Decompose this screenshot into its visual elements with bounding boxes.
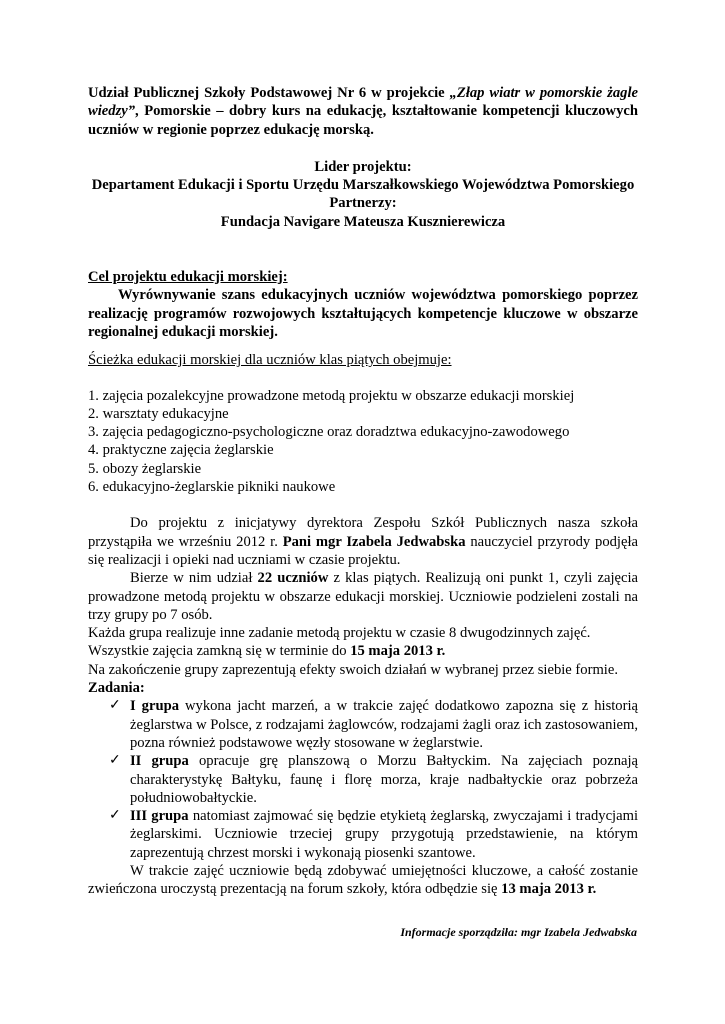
partners-label: Partnerzy: <box>329 195 397 212</box>
goal-heading: Cel projektu edukacji morskiej: <box>88 269 288 286</box>
paragraph-summary: Na zakończenie grupy zaprezentują efekty swoich działań w wybranej przez siebie formie. <box>88 661 618 678</box>
document-page <box>88 84 638 899</box>
paragraph-deadline: Wszystkie zajęcia zamkną się w terminie do 15 maja 2013 r. <box>88 643 446 660</box>
list-item: ✓ III grupa natomiast zajmować się będzie etykietą żeglarską, zwyczajami i tradycjami żeglarskimi. Uczniowie trzeciej grupy przygotują przedstawienie, na którym zaprezentują chrzest morski i wykonają piosenki szantowe. <box>109 808 638 861</box>
list-item: 4. praktyczne zajęcia żeglarskie <box>88 442 274 459</box>
tasks-label: Zadania: <box>88 680 145 697</box>
group-name: II grupa <box>130 753 189 770</box>
document-title <box>88 84 638 139</box>
path-heading: Ścieżka edukacji morskiej dla uczniów klas piątych obejmuje: <box>88 352 452 369</box>
tasks-list <box>88 697 638 862</box>
list-item: ✓ I grupa wykona jacht marzeń, a w trakcie zajęć dodatkowo zapozna się z historią żeglarstwa w Polsce, z rodzajami żaglowców, rodzajami żagli oraz ich zastosowaniem, pozna również podstawowe węzły stosowane w żeglarstwie. <box>109 698 638 751</box>
paragraph-intro: Do projektu z inicjatywy dyrektora Zespołu Szkół Publicznych nasza szkoła przystąpiła we wrześniu 2012 r. Pani mgr Izabela Jedwabska nauczyciel przyrody podjęła się realizacji i opieki nad uczniami w czasie projektu. <box>88 515 638 568</box>
checkmark-icon: ✓ <box>109 808 121 824</box>
paragraph-closing: W trakcie zajęć uczniowie będą zdobywać umiejętności kluczowe, a całość zostanie zwieńczona uroczystą prezentacją na forum szkoły, która odbędzie się 13 maja 2013 r. <box>88 862 638 898</box>
paragraph-participants: Bierze w nim udział 22 uczniów z klas piątych. Realizują oni punkt 1, czyli zajęcia prowadzone metodą projektu w obszarze edukacji morskiej. Uczniowie podzieleni zostali na trzy grupy po 7 osób. <box>88 570 638 623</box>
deadline-date: 15 maja 2013 r. <box>350 643 446 660</box>
list-item: 2. warsztaty edukacyjne <box>88 405 229 422</box>
list-item: ✓ II grupa opracuje grę planszową o Morzu Bałtyckim. Na zajęciach poznają charakterystykę Bałtyku, faunę i florę morza, kraje nadbałtyckie oraz pobrzeża południowobałtyckie. <box>109 753 639 806</box>
group-name: I grupa <box>130 698 179 715</box>
title-text-continued: , Pomorskie – dobry kurs na edukację, kształtowanie kompetencji kluczowych uczniów w regionie poprzez edukację morską. <box>88 103 638 138</box>
list-item: 1. zajęcia pozalekcyjne prowadzone metodą projektu w obszarze edukacji morskiej <box>88 387 575 404</box>
path-list <box>88 387 638 497</box>
teacher-name: Pani mgr Izabela Jedwabska <box>282 533 466 550</box>
list-item: 6. edukacyjno-żeglarskie pikniki naukowe <box>88 479 336 496</box>
author-note: Informacje sporządziła: mgr Izabela Jedwabska <box>400 925 637 939</box>
paragraph-groups: Każda grupa realizuje inne zadanie metodą projektu w czasie 8 dwugodzinnych zajęć. <box>88 625 591 642</box>
goal-text: Wyrównywanie szans edukacyjnych uczniów województwa pomorskiego poprzez realizację programów rozwojowych kształtujących kompetencje kluczowe w obszarze regionalnej edukacji morskiej. <box>88 287 638 340</box>
list-item: 3. zajęcia pedagogiczno-psychologiczne oraz doradztwa edukacyjno-zawodowego <box>88 424 570 441</box>
leader-name: Departament Edukacji i Sportu Urzędu Marszałkowskiego Województwa Pomorskiego <box>91 177 635 194</box>
presentation-date: 13 maja 2013 r. <box>501 881 597 898</box>
partner-name: Fundacja Navigare Mateusza Kusznierewicza <box>220 213 506 230</box>
leader-label: Lider projektu: <box>314 158 412 175</box>
student-count: 22 uczniów <box>257 570 329 587</box>
group-name: III grupa <box>130 808 189 825</box>
title-text: Udział Publicznej Szkoły Podstawowej Nr 6 w projekcie <box>88 85 450 101</box>
checkmark-icon: ✓ <box>109 753 121 769</box>
list-item: 5. obozy żeglarskie <box>88 460 202 477</box>
project-name: „Złap wiatr w pomorskie żagle wiedzy” <box>88 85 638 120</box>
checkmark-icon: ✓ <box>109 698 121 714</box>
